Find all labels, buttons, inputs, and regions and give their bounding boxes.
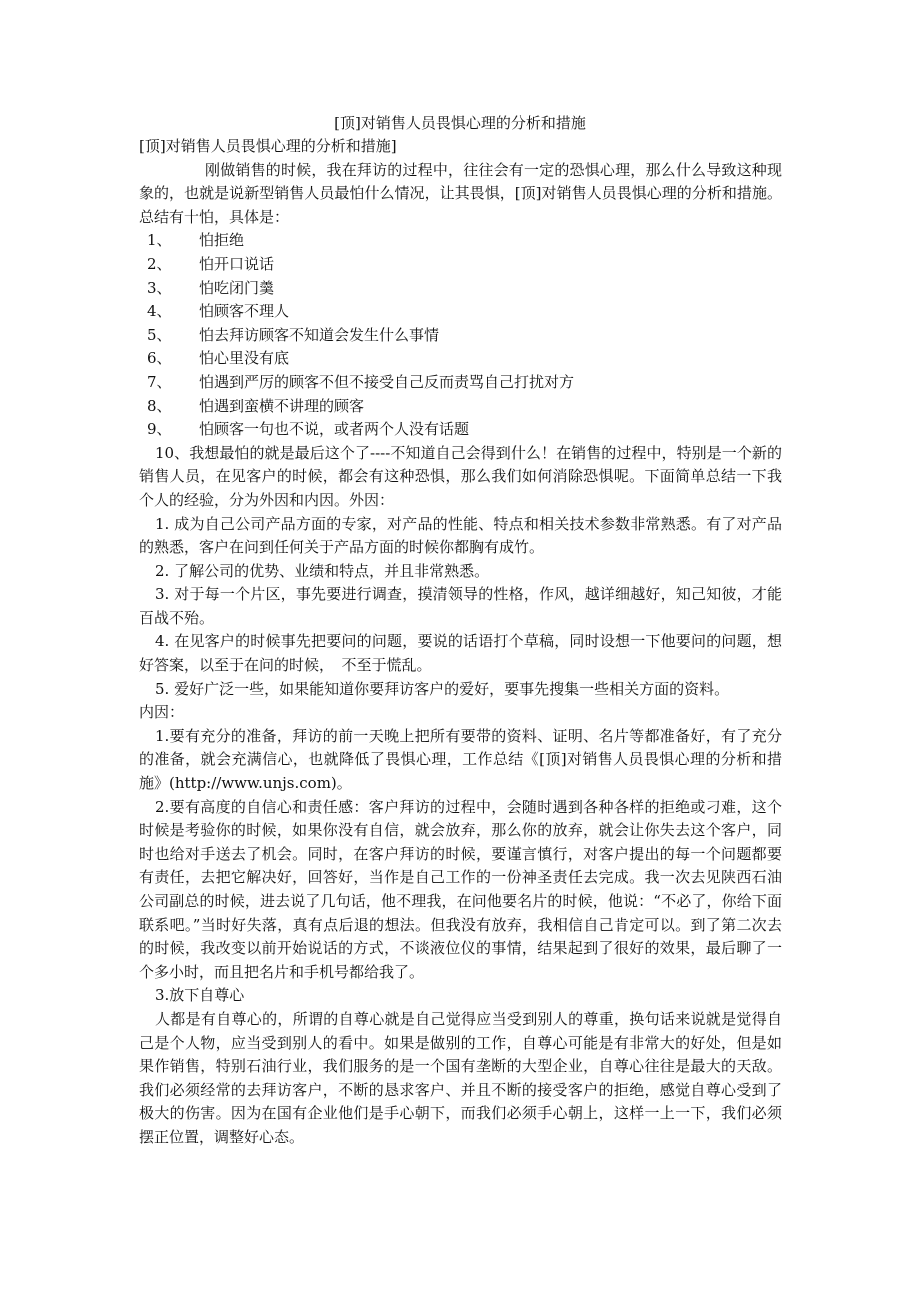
list-number: 1、 [147, 231, 172, 250]
list-item [139, 253, 782, 277]
internal-label: 内因： [139, 703, 185, 722]
list-text: 怕去拜访顾客不知道会发生什么事情 [199, 325, 440, 344]
list-item [139, 418, 782, 442]
external-cause-1: 1. 成为自己公司产品方面的专家，对产品的性能、特点和相关技术参数非常熟悉。有了对产品的熟悉，客户在问到任何关于产品方面的时候你都胸有成竹。 [139, 514, 782, 557]
list-number: 6、 [147, 349, 172, 368]
list-text: 怕开口说话 [199, 254, 275, 273]
list-item [139, 395, 782, 419]
list-number: 3、 [147, 278, 172, 297]
list-text: 怕吃闭门羹 [199, 278, 275, 297]
internal-cause-3-heading: 3.放下自尊心 [155, 986, 245, 1005]
document-title: [顶]对销售人员畏惧心理的分析和措施 [334, 114, 586, 132]
intro-paragraph: 刚做销售的时候，我在拜访的过程中，往往会有一定的恐惧心理，那么什么导致这种现象的，也就是说新型销售人员最怕什么情况，让其畏惧，[顶]对销售人员畏惧心理的分析和措施。总结有十怕，具体是： [139, 160, 782, 226]
external-cause-4: 4. 在见客户的时候事先把要问的问题，要说的话语打个草稿，同时设想一下他要问的问题，想好答案，以至于在问的时候， 不至于慌乱。 [139, 632, 782, 675]
internal-cause-3: 人都是有自尊心的，所谓的自尊心就是自己觉得应当受到别人的尊重，换句话来说就是觉得自己是个人物，应当受到别人的看中。如果是做别的工作，自尊心可能是有非常大的好处，但是如果作销售，特别石油行业，我们服务的是一个国有垄断的大型企业，自尊心往往是最大的天敌。我们必须经常的去拜访客户，不断的恳求客户、并且不断的接受客户的拒绝，感觉自尊心受到了极大的伤害。因为在国有企业他们是手心朝下，而我们必须手心朝上，这样一上一下，我们必须摆正位置，调整好心态。 [139, 1009, 782, 1146]
list-text: 怕顾客一句也不说，或者两个人没有话题 [199, 420, 470, 439]
list-item [139, 277, 782, 301]
list-text: 怕心里没有底 [199, 349, 290, 368]
list-number: 5、 [147, 325, 172, 344]
list-item [139, 324, 782, 348]
fears-list [139, 229, 782, 441]
list-item [139, 347, 782, 371]
external-cause-2: 2. 了解公司的优势、业绩和特点，并且非常熟悉。 [155, 561, 490, 580]
list-text: 怕拒绝 [199, 231, 245, 250]
internal-cause-1: 1.要有充分的准备，拜访的前一天晚上把所有要带的资料、证明、名片等都准备好，有了充分的准备，就会充满信心，也就降低了畏惧心理，工作总结《[顶]对销售人员畏惧心理的分析和措施》(http://www.unjs.com)。 [139, 726, 782, 793]
list-item [139, 371, 782, 395]
list-number: 4、 [147, 302, 172, 321]
list-text: 怕顾客不理人 [199, 302, 290, 321]
list-number: 9、 [147, 420, 172, 439]
fear-10-paragraph: 10、我想最怕的就是最后这个了----不知道自己会得到什么！在销售的过程中，特别是一个新的销售人员，在见客户的时候，都会有这种恐惧，那么我们如何消除恐惧呢。下面简单总结一下我个人的经验，分为外因和内因。外因： [139, 443, 782, 509]
list-number: 8、 [147, 396, 172, 415]
document-body [139, 135, 782, 1150]
external-cause-5: 5. 爱好广泛一些，如果能知道你要拜访客户的爱好，要事先搜集一些相关方面的资料。 [155, 679, 730, 698]
list-item [139, 229, 782, 253]
list-number: 7、 [147, 372, 172, 391]
list-text: 怕遇到严厉的顾客不但不接受自己反而责骂自己打扰对方 [199, 372, 575, 391]
list-item [139, 300, 782, 324]
list-number: 2、 [147, 254, 172, 273]
list-text: 怕遇到蛮横不讲理的顾客 [199, 396, 365, 415]
external-cause-3: 3. 对于每一个片区，事先要进行调查，摸清领导的性格，作风，越详细越好，知己知彼，才能百战不殆。 [139, 585, 782, 627]
document-subtitle: [顶]对销售人员畏惧心理的分析和措施] [139, 137, 397, 155]
internal-cause-2: 2.要有高度的自信心和责任感：客户拜访的过程中，会随时遇到各种各样的拒绝或刁难，这个时候是考验你的时候，如果你没有自信，就会放弃，那么你的放弃，就会让你失去这个客户，同时也给对手送去了机会。同时，在客户拜访的时候，要谨言慎行，对客户提出的每一个问题都要有责任，去把它解决好，回答好，当作是自己工作的一份神圣责任去完成。我一次去见陕西石油公司副总的时候，进去说了几句话，他不理我，在问他要名片的时候，他说：“不必了，你给下面联系吧。”当时好失落，真有点后退的想法。但我没有放弃，我相信自己肯定可以。到了第二次去的时候，我改变以前开始说话的方式，不谈液位仪的事情，结果起到了很好的效果，最后聊了一个多小时，而且把名片和手机号都给我了。 [139, 797, 782, 981]
